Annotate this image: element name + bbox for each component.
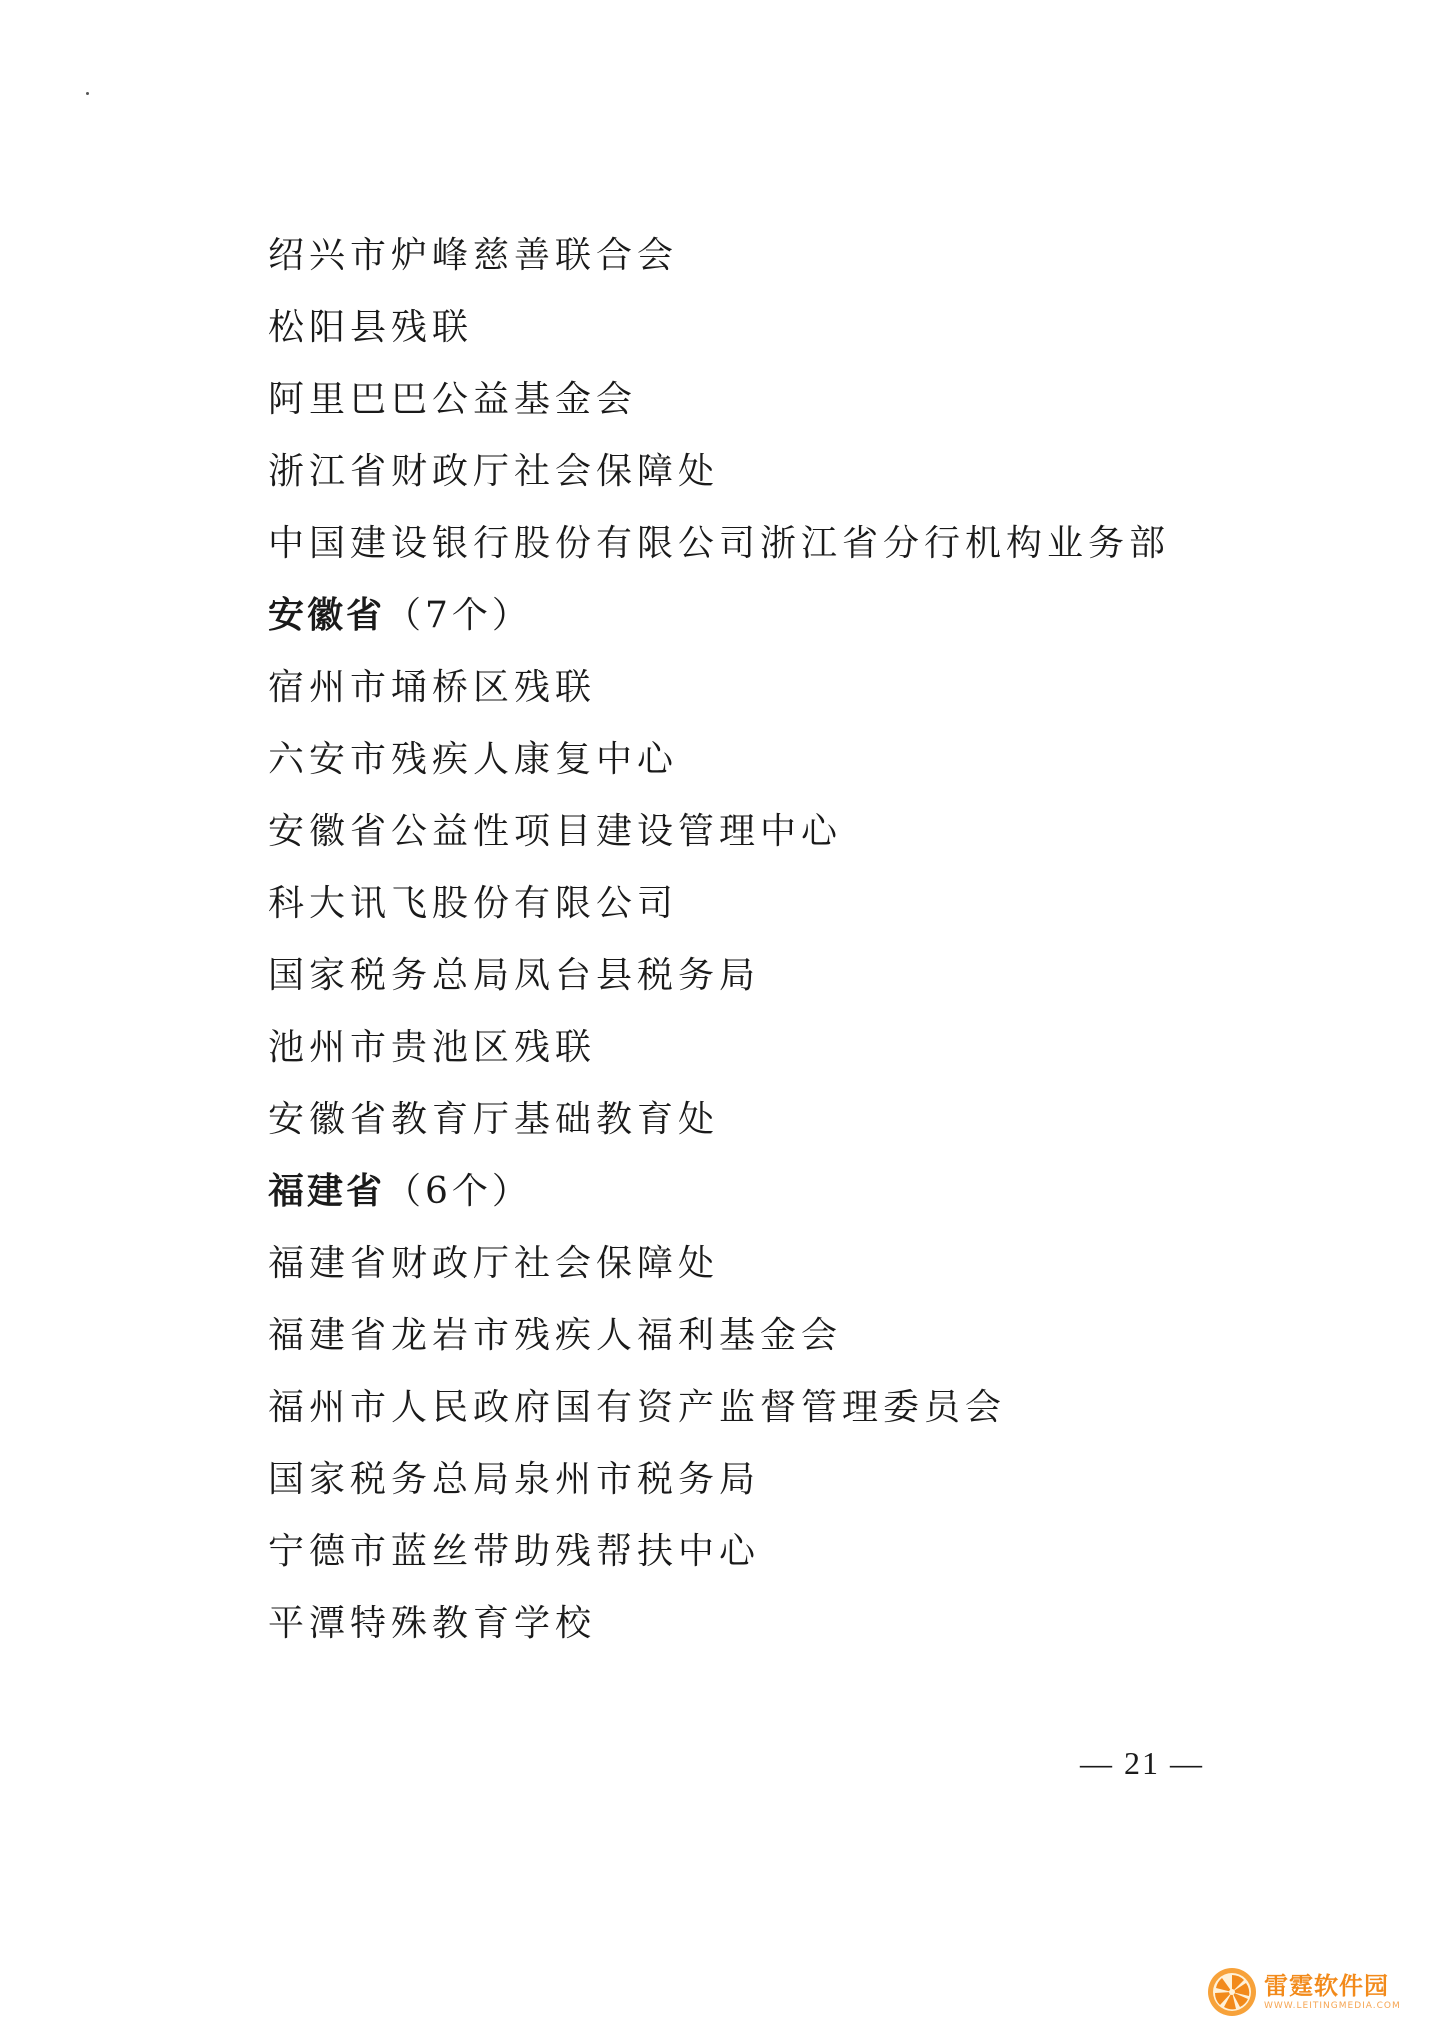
organization-entry <box>268 1522 1268 1594</box>
organization-list <box>268 226 1268 1666</box>
organization-entry <box>268 1594 1268 1666</box>
organization-entry <box>268 298 1268 370</box>
organization-name: 松阳县残联 <box>268 307 474 348</box>
organization-name: 宿州市埇桥区残联 <box>268 667 597 708</box>
organization-entry <box>268 1450 1268 1522</box>
watermark-subtitle: WWW.LEITINGMEDIA.COM <box>1264 2001 1401 2011</box>
page-number: — 21 — <box>1080 1745 1204 1781</box>
organization-name: 阿里巴巴公益基金会 <box>268 379 638 420</box>
organization-name: 福建省财政厅社会保障处 <box>268 1243 720 1284</box>
organization-entry <box>268 1018 1268 1090</box>
scan-speck <box>86 92 89 95</box>
province-name: 安徽省 <box>268 595 386 636</box>
organization-name: 国家税务总局泉州市税务局 <box>268 1459 761 1500</box>
organization-entry <box>268 226 1268 298</box>
organization-name: 浙江省财政厅社会保障处 <box>268 451 720 492</box>
organization-entry <box>268 442 1268 514</box>
organization-name: 福州市人民政府国有资产监督管理委员会 <box>268 1387 1007 1428</box>
organization-name: 科大讯飞股份有限公司 <box>268 883 679 924</box>
organization-entry <box>268 1306 1268 1378</box>
organization-name: 宁德市蓝丝带助残帮扶中心 <box>268 1531 761 1572</box>
orange-slice-icon <box>1206 1966 1258 2018</box>
organization-entry <box>268 802 1268 874</box>
organization-entry <box>268 1090 1268 1162</box>
province-count: （6个） <box>385 1171 532 1212</box>
organization-name: 国家税务总局凤台县税务局 <box>268 955 761 996</box>
organization-entry <box>268 514 1268 586</box>
province-heading <box>268 1162 1268 1234</box>
organization-entry <box>268 1378 1268 1450</box>
organization-entry <box>268 730 1268 802</box>
watermark <box>1206 1962 1426 2022</box>
organization-entry <box>268 1234 1268 1306</box>
organization-name: 安徽省公益性项目建设管理中心 <box>268 811 843 852</box>
organization-entry <box>268 658 1268 730</box>
organization-name: 池州市贵池区残联 <box>268 1027 597 1068</box>
organization-name: 六安市残疾人康复中心 <box>268 739 679 780</box>
organization-name: 平潭特殊教育学校 <box>268 1603 597 1644</box>
organization-name: 福建省龙岩市残疾人福利基金会 <box>268 1315 843 1356</box>
organization-entry <box>268 946 1268 1018</box>
organization-name: 中国建设银行股份有限公司浙江省分行机构业务部 <box>268 523 1171 564</box>
province-heading <box>268 586 1268 658</box>
organization-entry <box>268 874 1268 946</box>
organization-name: 安徽省教育厅基础教育处 <box>268 1099 720 1140</box>
organization-name: 绍兴市炉峰慈善联合会 <box>268 235 679 276</box>
province-name: 福建省 <box>268 1171 386 1212</box>
organization-entry <box>268 370 1268 442</box>
watermark-title: 雷霆软件园 <box>1264 1972 1389 2000</box>
province-count: （7个） <box>385 595 532 636</box>
